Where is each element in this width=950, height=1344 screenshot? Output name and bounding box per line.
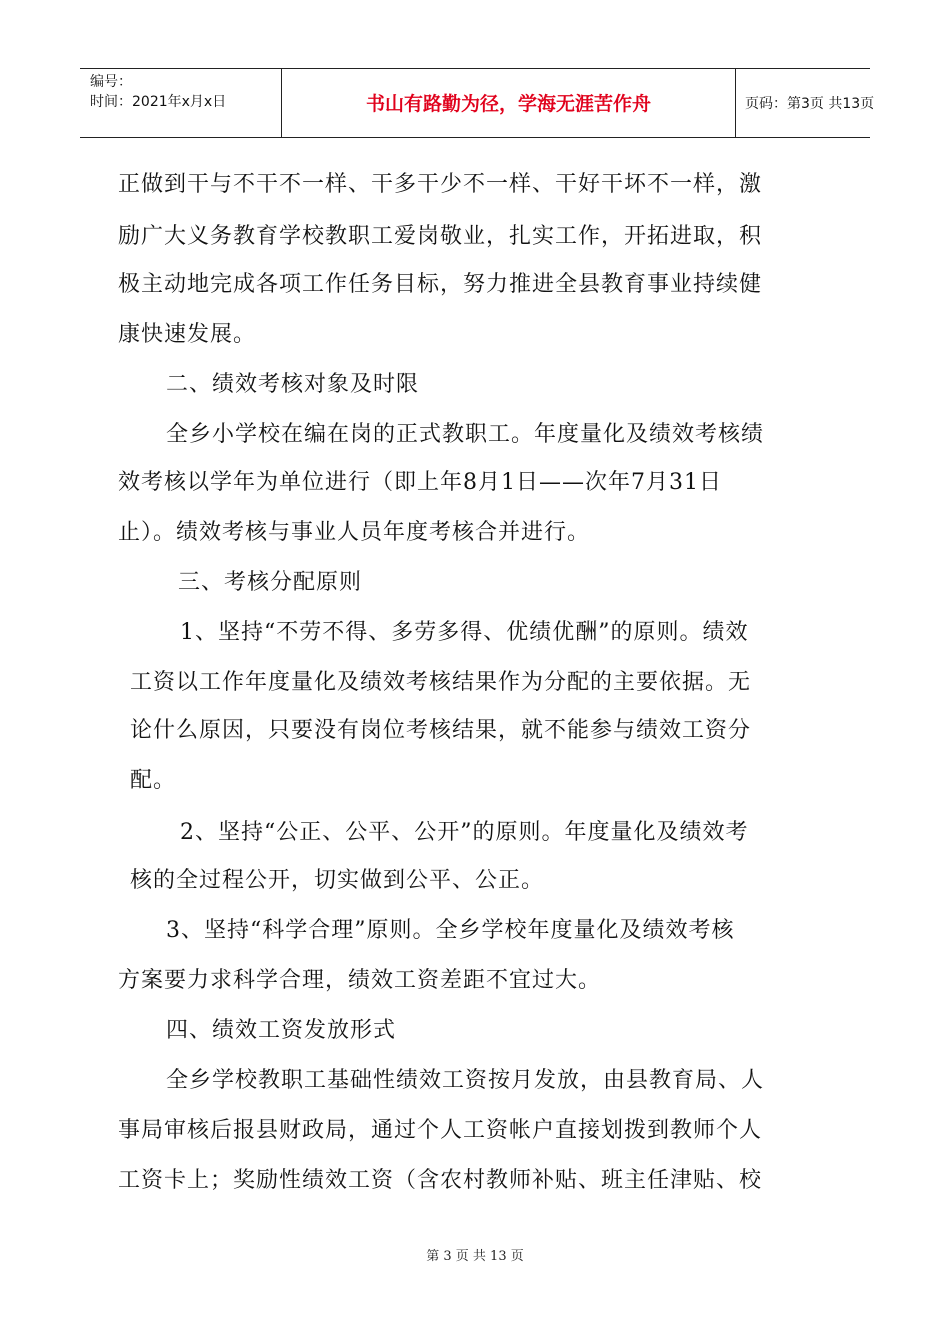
body-line: 3、坚持“科学合理”原则。全乡学校年度量化及绩效考核: [166, 918, 735, 943]
motto: 书山有路勤为径，学海无涯苦作舟: [365, 93, 651, 115]
body-line: 正做到干与不干不一样、干多干少不一样、干好干坏不一样，激: [118, 172, 763, 197]
header-motto-cell: [281, 69, 736, 137]
body-line: 效考核以学年为单位进行（即上年8月1日——次年7月31日: [118, 470, 722, 495]
body-line: 1、坚持“不劳不得、多劳多得、优绩优酬”的原则。绩效: [180, 620, 749, 645]
header-page-cell: [735, 69, 875, 137]
header-table: [80, 68, 875, 138]
body-line: 工资以工作年度量化及绩效考核结果作为分配的主要依据。无: [130, 670, 752, 695]
page-footer: 第 3 页 共 13 页: [426, 1249, 524, 1264]
body-line: 核的全过程公开，切实做到公平、公正。: [130, 868, 545, 893]
body-line: 2、坚持“公正、公平、公开”的原则。年度量化及绩效考: [180, 820, 749, 845]
page-label: 页码：第3页 共13页: [745, 96, 875, 112]
body-line: 事局审核后报县财政局，通过个人工资帐户直接划拨到教师个人: [118, 1118, 763, 1143]
body-line: 极主动地完成各项工作任务目标，努力推进全县教育事业持续健: [118, 272, 763, 297]
body-line: 止）。绩效考核与事业人员年度考核合并进行。: [118, 520, 591, 545]
section-heading: 三、考核分配原则: [178, 570, 363, 595]
body-line: 康快速发展。: [118, 322, 257, 347]
section-heading: 四、绩效工资发放形式: [166, 1018, 397, 1043]
body-line: 配。: [130, 768, 177, 793]
body-line: 全乡学校教职工基础性绩效工资按月发放，由县教育局、人: [166, 1068, 765, 1093]
body-line: 励广大义务教育学校教职工爱岗敬业，扎实工作，开拓进取，积: [118, 224, 763, 249]
number-label: 编号：: [90, 74, 132, 90]
body-line: 论什么原因，只要没有岗位考核结果，就不能参与绩效工资分: [130, 718, 752, 743]
body-line: 方案要力求科学合理，绩效工资差距不宜过大。: [118, 968, 602, 993]
section-heading: 二、绩效考核对象及时限: [166, 372, 420, 397]
header-meta-cell: [80, 69, 280, 137]
body-line: 全乡小学校在编在岗的正式教职工。年度量化及绩效考核绩: [166, 422, 765, 447]
body-line: 工资卡上；奖励性绩效工资（含农村教师补贴、班主任津贴、校: [118, 1168, 763, 1193]
time-label: 时间：2021年x月x日: [90, 94, 227, 110]
